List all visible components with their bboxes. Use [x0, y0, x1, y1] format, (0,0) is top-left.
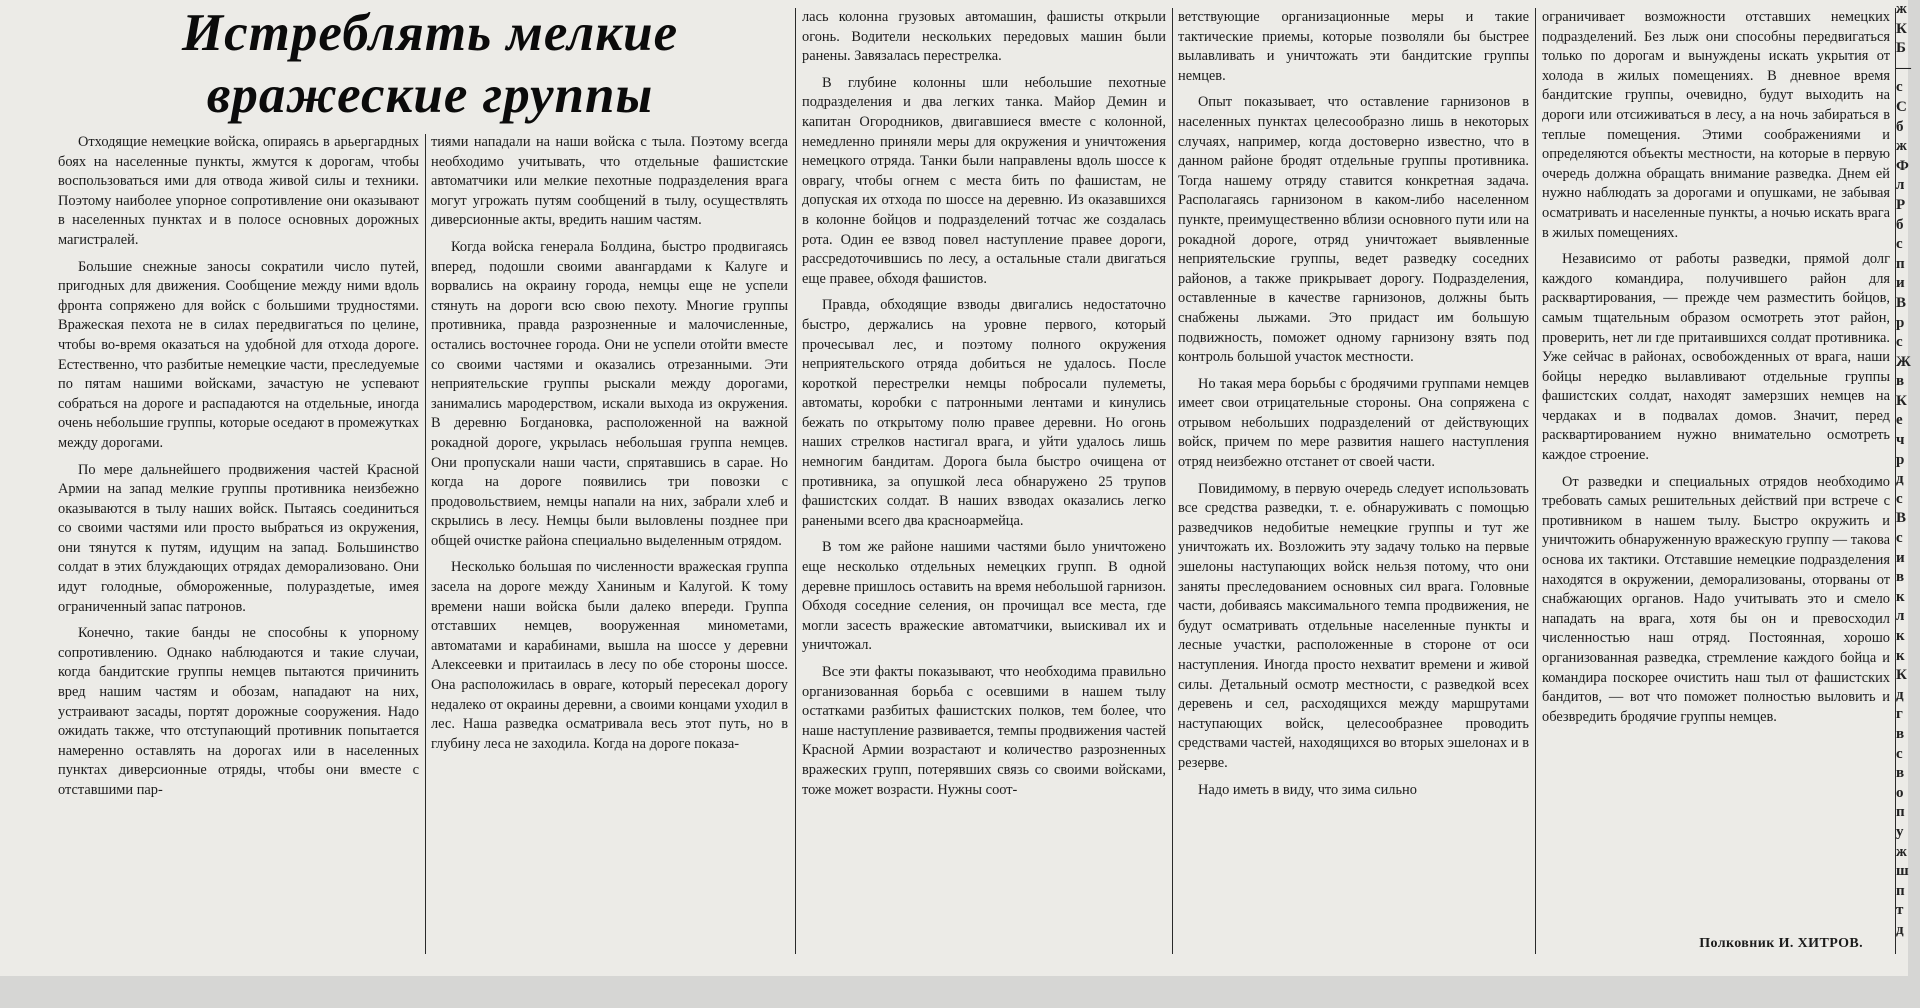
article-column-2 — [431, 133, 788, 955]
article-headline — [70, 2, 790, 127]
margin-fragment: с — [1896, 490, 1903, 507]
margin-fragment: В — [1896, 510, 1907, 527]
margin-fragment: в — [1896, 765, 1905, 782]
margin-fragment: п — [1896, 255, 1905, 272]
margin-fragment: Б — [1896, 40, 1906, 57]
paragraph: Опыт показывает, что оставление гарнизонов в населенных пунктах целесообразно лишь в некоторых случаях, например, когда достоверно известно, что в данном районе бродят отдельные группы противника. Тогда нашему отряду ставится конкретная задача. Располагаясь гарнизоном в каком-либо населенном пункте, преимущественно вблизи основного пути или на рокадной дороге, отряд уничтожает выявленные неприятельские группы, ведет разведку соседних районов, а также прикрывает дорогу. Подразделения, оставленные в качестве гарнизонов, должны быть снабжены лыжами. Это придаст им большую подвижность, поможет одному гарнизону взять под контроль большой участок местности. — [1178, 94, 1529, 366]
paragraph: лась колонна грузовых автомашин, фашисты открыли огонь. Водители нескольких передовых машин были ранены. Завязалась перестрелка. — [802, 9, 1166, 65]
paragraph: ветствующие организационные меры и такие тактические приемы, которые позволяли бы быстрее вылавливать и уничтожать эти бандитские группы немцев. — [1178, 9, 1529, 84]
paragraph: От разведки и специальных отрядов необходимо требовать самых решительных действий при встрече с противником в нашем тылу. Быстро окружить и уничтожить обнаруженную вражескую группу — такова основа их тактики. Отставшие немецкие подразделения находятся в окружении, деморализованы, оторваны от снабжающих органов. Надо учитывать это и смело нападать на врага, хотя бы он и превосходил численностью наш отряд. Постоянная, хорошо организованная разведка, стремление каждого бойца и командира поскорее очистить наш тыл от фашистских бандитов, — вот что поможет полностью выловить и обезвредить бродячие группы немцев. — [1542, 473, 1890, 725]
margin-fragment: Р — [1896, 196, 1906, 213]
margin-fragment: е — [1896, 412, 1903, 429]
margin-fragment: к — [1896, 588, 1905, 605]
margin-fragment: р — [1896, 314, 1905, 331]
article-column-4 — [1178, 8, 1529, 955]
margin-fragment: у — [1896, 823, 1904, 840]
column-rule-4 — [1535, 8, 1536, 954]
margin-fragment: К — [1896, 20, 1907, 37]
paragraph: Когда войска генерала Болдина, быстро продвигаясь вперед, подошли своими авангардами к Калуге и ворвались на окраину города, немцы еще не успели стянуть на дороги всю свою пехоту. Многие группы противника, правда разрозненные и малочисленные, остались восточнее города. Они не успели отойти вместе со своими частями и оказались отрезанными. Эти неприятельские группы рыскали между дорогами, занимались мародерством, искали выхода из окружения. В деревню Богдановка, расположенной на важной рокадной дороге, укрылась небольшая группа немцев. Они пропускали наши части, спрятавшись в сарае. Но когда на дороге появились три повозки с продовольствием, немцы напали на них, забрали хлеб и скрылись в лесу. Немцы были выловлены позднее при общей очистке района специально выделенным отрядом. — [431, 238, 788, 549]
margin-fragment: б — [1896, 216, 1904, 233]
margin-fragment: с — [1896, 334, 1903, 351]
margin-fragment: к — [1896, 647, 1905, 664]
margin-fragment: д — [1896, 686, 1904, 703]
paragraph: Большие снежные заносы сократили число путей, пригодных для движения. Сообщение между ними вдоль фронта сопряжено для войск с большими трудностями. Вражеская пехота не в силах передвигаться по целине, чтобы во-время оказаться на удобной для отхода дороге. Естественно, что разбитые немецкие части, преследуемые по пятам нашими войсками, зачастую не успевают собраться на дороге и распадаются на отдельные, иногда очень небольшие группы, которые оседают в промежутках между дорогами. — [58, 258, 419, 451]
margin-fragment: т — [1896, 902, 1904, 919]
adjacent-article-fragment — [1896, 0, 1911, 960]
margin-fragment: р — [1896, 451, 1905, 468]
margin-fragment: В — [1896, 294, 1907, 311]
column-rule-2 — [795, 8, 796, 954]
margin-fragment: г — [1896, 706, 1903, 723]
margin-fragment: б — [1896, 118, 1904, 135]
margin-fragment: К — [1896, 667, 1907, 684]
column-rule-1 — [425, 134, 426, 954]
article-column-3 — [802, 8, 1166, 955]
margin-fragment: ш — [1896, 863, 1909, 880]
paragraph: В глубине колонны шли небольшие пехотные подразделения и два легких танка. Майор Демин и капитан Огородников, двигавшиеся вместе с колонной, немедленно приняли меры для окружения и уничтожения немецкого отряда. Танки были направлены вдоль шоссе к оврагу, чтобы огнем с места бить по фашистам, не допуская их отхода по шоссе на деревню. Из оказавшихся в колонне бойцов и подразделений тотчас же создалась рота. Один ее взвод повел наступление правее дороги, рассредоточившись по лесу, а остальные стали двигаться еще правее, обходя фашистов. — [802, 74, 1166, 287]
margin-fragment: п — [1896, 804, 1905, 821]
margin-fragment: ч — [1896, 432, 1905, 449]
paragraph: В том же районе нашими частями было уничтожено еще несколько отдельных немецких групп. В одной деревне пришлось оставить на время небольшой гарнизон. Обходя соседние селения, он прочищал все места, где могли засесть вражеские автоматчики, выискивал их и уничтожал. — [802, 539, 1166, 654]
margin-fragment: С — [1896, 98, 1907, 115]
margin-fragment: к — [1896, 628, 1905, 644]
column-rule-3 — [1172, 8, 1173, 954]
headline-line-2: вражеские группы — [206, 66, 654, 124]
margin-fragment: с — [1896, 79, 1903, 96]
margin-fragment: с — [1896, 745, 1903, 762]
margin-fragment: К — [1896, 392, 1907, 409]
margin-fragment: в — [1896, 373, 1905, 390]
paragraph: тиями нападали на наши войска с тыла. Поэтому всегда необходимо учитывать, что отдельные фашистские автоматчики или мелкие пехотные подразделения врага могут угрожать путям сообщений в тылу, осуществлять диверсионные акты, вредить нашим частям. — [431, 134, 788, 229]
margin-fragment: Ж — [1896, 353, 1911, 370]
margin-fragment: с — [1896, 530, 1903, 547]
article-column-5 — [1542, 8, 1890, 930]
headline-line-1: Истреблять мелкие — [181, 4, 679, 62]
margin-fragment: в — [1896, 569, 1905, 586]
margin-fragment: ж — [1896, 1, 1907, 17]
margin-fragment: и — [1896, 275, 1905, 292]
paragraph: Правда, обходящие взводы двигались недостаточно быстро, держались на уровне первого, который прочесывал лес, и поэтому полного окружения неприятельского отряда добиться не удалось. После короткой перестрелки немцы побросали пулеметы, автоматы, коробки с патронными лентами и кинулись бежать по открытому полю правее деревни. Но огонь наших стрелков настигал врага, и уйти удалось лишь немногим бандитам. Дорога была быстро очищена от противника, за опушкой леса обнаружено 25 трупов фашистских солдат. В наших взводах оказались легко ранеными всего два красноармейца. — [802, 297, 1166, 529]
margin-fragment: и — [1896, 549, 1905, 566]
paragraph: Несколько большая по численности вражеская группа засела на дороге между Ханиным и Калугой. К тому времени наши войска были далеко впереди. Группа отставших немцев, вооруженная минометами, автоматами и карабинами, вышла на шоссе у деревни Алексеевки и притаилась в лесу по обе стороны шоссе. Она расположилась в овраге, который пересекал дорогу недалеко от окраины деревни, а своими концами уходил в лес. Наша разведка осматривала весь этот путь, но в глубину леса не заходила. Когда на дороге показа- — [431, 559, 788, 752]
margin-fragment: ж — [1896, 138, 1907, 155]
paragraph: Отходящие немецкие войска, опираясь в арьергардных боях на населенные пункты, жмутся к дорогам, чтобы воспользоваться ими для отвода живой силы и техники. Поэтому наиболее упорное сопротивление они оказывают в населенных пунктах и в полосе основных дорожных магистралей. — [58, 134, 419, 248]
paragraph: Но такая мера борьбы с бродячими группами немцев имеет свои отрицательные стороны. Она сопряжена с отрывом небольших подразделений от действующих войск, причем по мере развития нашего наступления отряд неизбежно отстанет от своей части. — [1178, 375, 1529, 471]
author-signature: Полковник И. ХИТРОВ. — [1699, 936, 1863, 951]
paragraph: Повидимому, в первую очередь следует использовать все средства разведки, т. е. обнаруживать с помощью разведчиков недобитые немецкие группы и тут же уничтожать их. Возложить эту задачу только на первые эшелоны наступающих войск нельзя потому, что они заняты преследованием основных сил врага. Головные части, добиваясь максимального темпа продвижения, не будут осматривать отдельные населенные пункты и лесные участки, расположенные в стороне от оси наступления. Иногда просто нехватит времени и живой силы. Детальный осмотр местности, с разведкой всех деревень и сел, расходящихся между маршрутами наступающих войск, целесообразнее проводить средствами частей, находящихся во вторых эшелонах и в резерве. — [1178, 480, 1529, 771]
paragraph: Все эти факты показывают, что необходима правильно организованная борьба с осевшими в нашем тылу остатками разбитых фашистских полков, тем более, что наше наступление развивается, темпы продвижения частей Красной Армии возрастают и количество разрозненных вражеских групп, потерявших связь со своими войсками, тоже может возрасти. Нужны соот- — [802, 664, 1166, 798]
margin-fragment: л — [1896, 177, 1905, 194]
paragraph: Независимо от работы разведки, прямой долг каждого командира, получившего район для расквартирования, — прежде чем разместить бойцов, самым тщательным образом осмотреть этот район, проверить, нет ли где притаившихся солдат противника. Уже сейчас в районах, освобожденных от врага, наши бойцы нередко вылавливают отдельные группы фашистских солдат, находят замерзших немцев на чердаках и в подвалах домов. Значит, перед расквартированием нужно внимательно осмотреть каждое строение. — [1542, 251, 1890, 464]
paragraph: По мере дальнейшего продвижения частей Красной Армии на запад мелкие группы противника неизбежно оказываются в тылу наших войск. Пытаясь соединиться со своими частями или просто выбраться из окружения, они тянутся к путям, идущим на запад. Большинство солдат в этих блуждающих отрядах деморализовано. Они идут голодные, обмороженные, полураздетые, имея ограниченный запас патронов. — [58, 461, 419, 615]
margin-fragment: — — [1896, 59, 1911, 76]
margin-fragment: д — [1896, 921, 1904, 938]
margin-fragment: о — [1896, 784, 1904, 801]
paragraph: Надо иметь в виду, что зима сильно — [1198, 781, 1417, 798]
paragraph: Конечно, такие банды не способны к упорному сопротивлению. Однако наблюдаются и такие случаи, когда бандитские группы немцев пытаются причинить вред нашим частям и обозам, нападают на них, устраивают засады, портят дорожные сооружения. Надо ожидать также, что отступающий противник попытается намеренно оставлять на дорогах или в населенных пунктах диверсионные отряды, чтобы они вместе с отставшими пар- — [58, 625, 419, 798]
margin-fragment: ж — [1896, 843, 1907, 860]
margin-fragment: в — [1896, 725, 1905, 742]
article-column-1 — [58, 133, 419, 955]
margin-fragment: д — [1896, 471, 1904, 488]
margin-fragment: п — [1896, 882, 1905, 899]
margin-fragment: л — [1896, 608, 1905, 625]
margin-fragment: с — [1896, 236, 1903, 253]
margin-fragment: Ф — [1896, 157, 1909, 174]
paragraph: ограничивает возможности отставших немецких подразделений. Без лыж они способны передвигаться только по дорогам и вынуждены искать укрытия от холода в жилых помещениях. В дневное время бандитские группы, очевидно, будут выходить на дороги или отсиживаться в лесу, а на ночь забираться в теплые помещения. Этими соображениями и определяются объекты местности, на которые в первую очередь должна обращать внимание разведка. Днем ей нужно наблюдать за дорогами и опушками, не забывая осматривать и населенные пункты, а ночью искать врага в жилых помещениях. — [1542, 9, 1890, 241]
